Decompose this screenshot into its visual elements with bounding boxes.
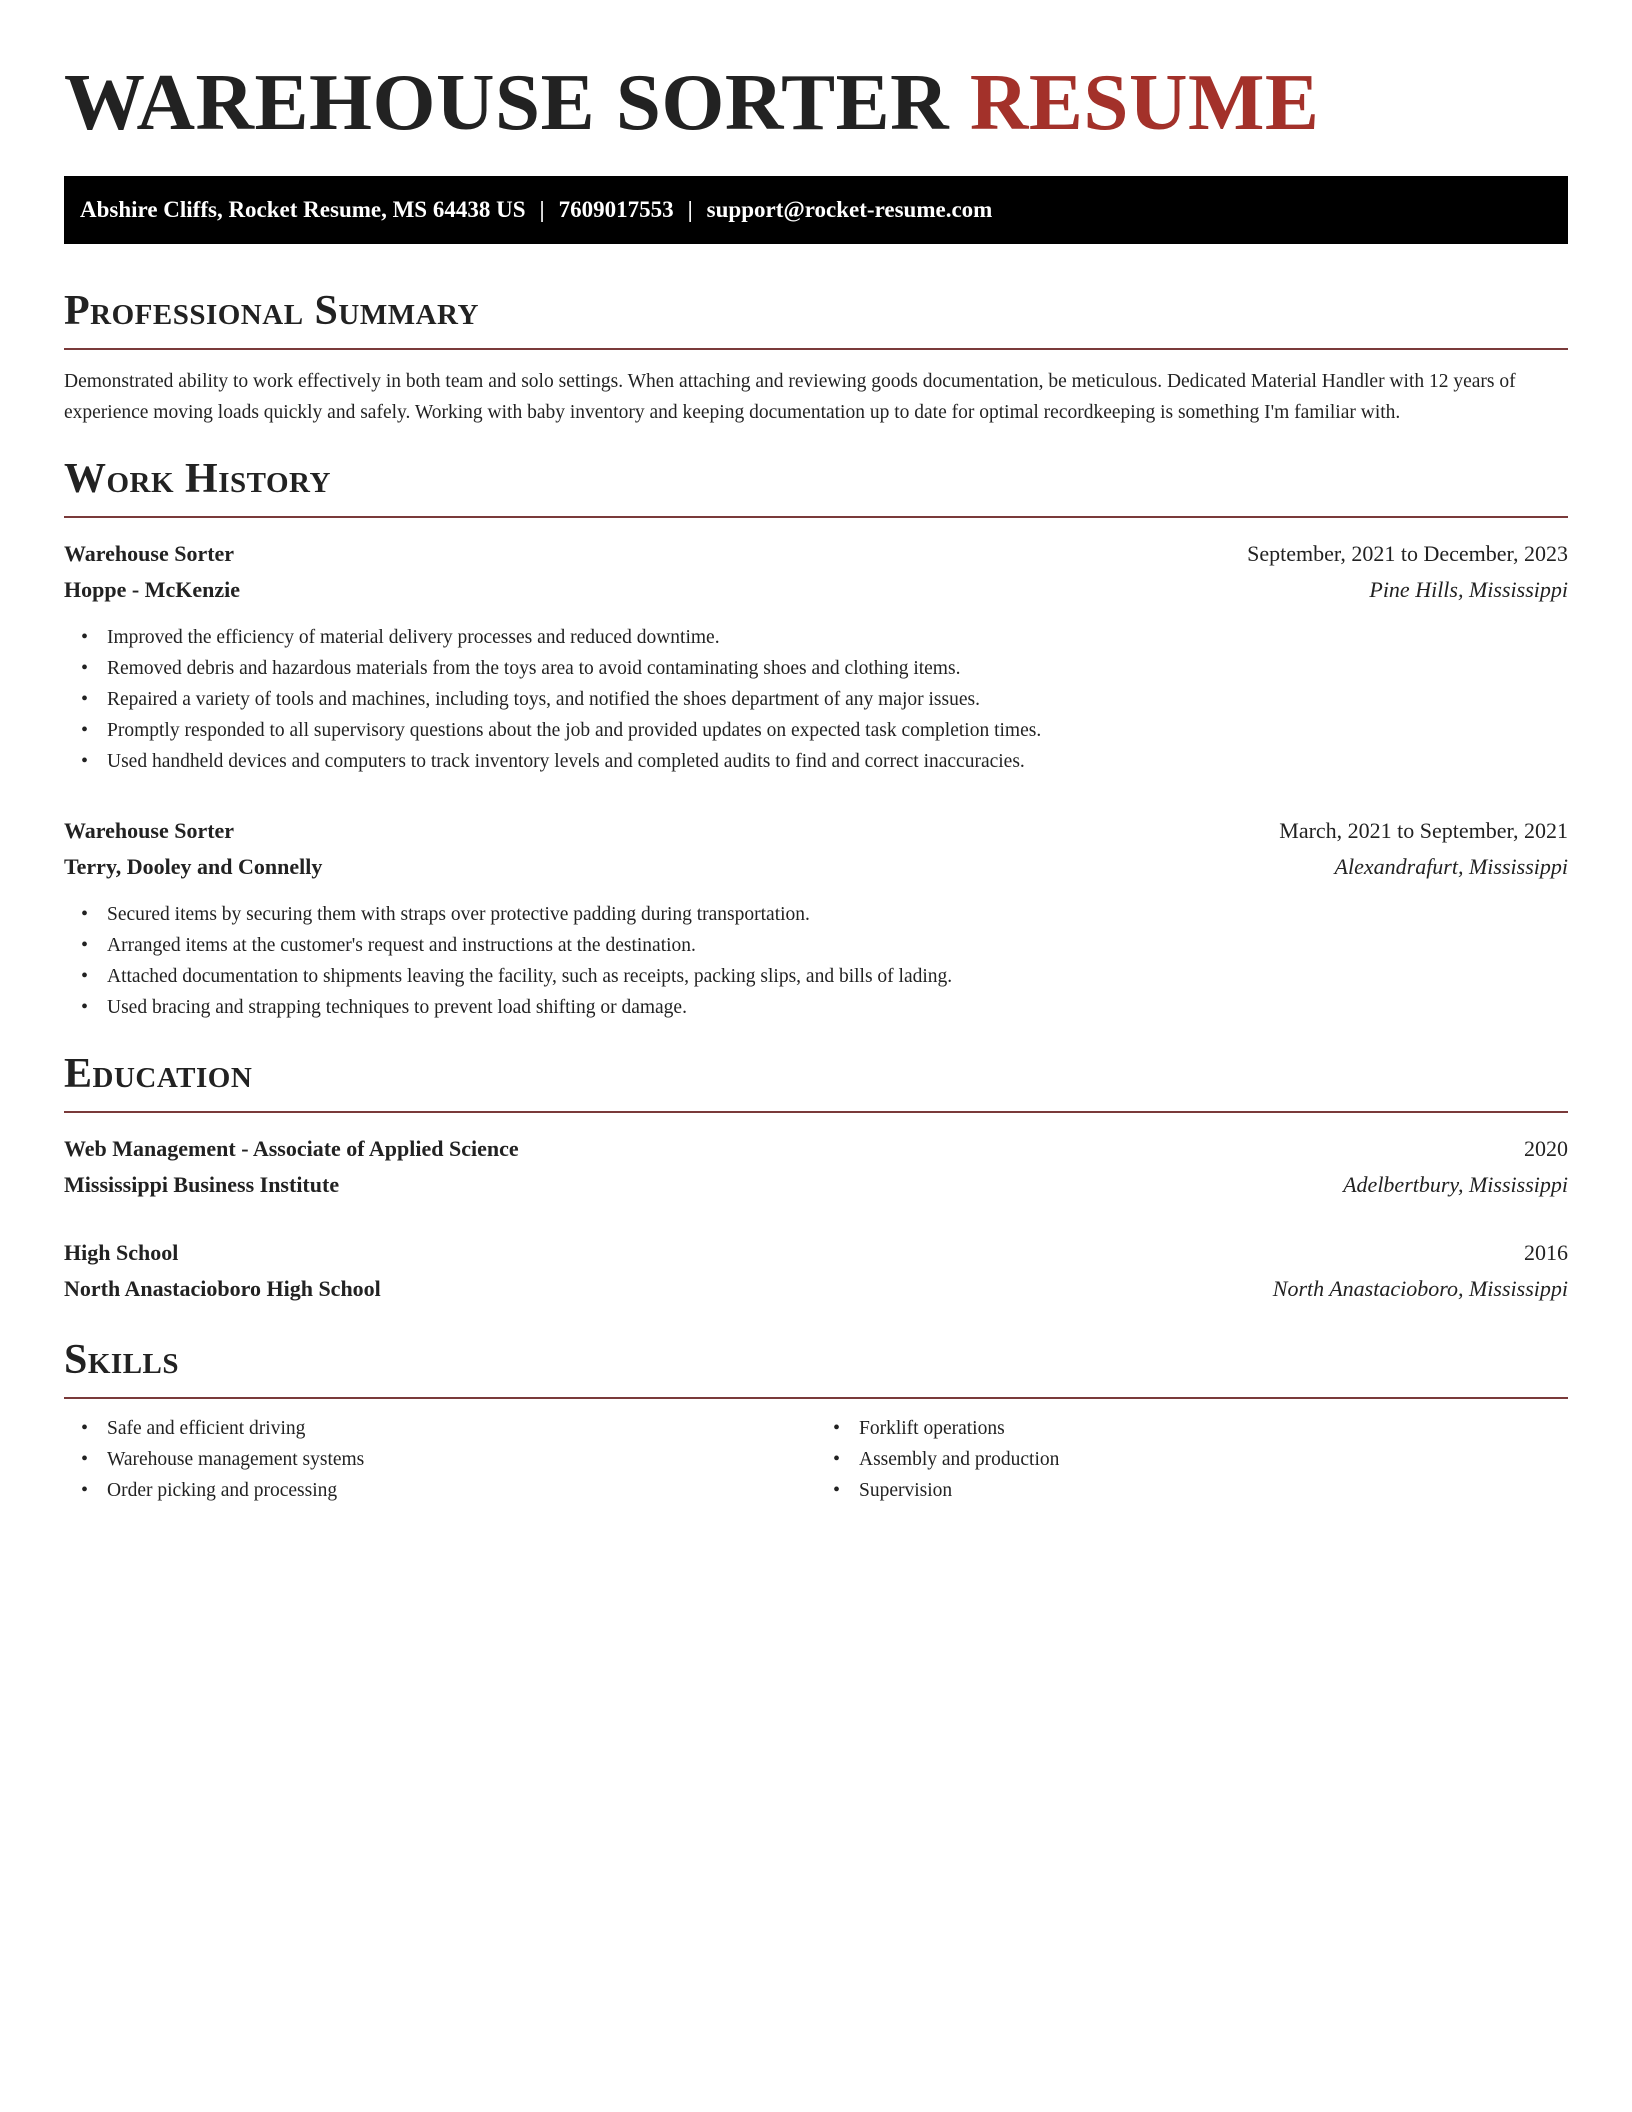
section-divider [64,348,1568,350]
contact-address: Abshire Cliffs, Rocket Resume, MS 64438 US [80,197,526,222]
education-school-row [64,1271,1568,1307]
job-header-row [64,536,1568,572]
job-title: Warehouse Sorter [64,541,235,566]
education-year: 2016 [1524,1240,1568,1265]
education-header-row [64,1235,1568,1271]
section-divider [64,1397,1568,1399]
job-company-row [64,572,1568,608]
education-location: North Anastacioboro, Mississippi [1272,1276,1568,1301]
list-item: • Improved the efficiency of material delivery processes and reduced downtime. [107,622,1568,653]
education-school: Mississippi Business Institute [64,1172,340,1197]
job-header-row [64,813,1568,849]
skills-section [64,1335,1568,1506]
section-divider [64,516,1568,518]
contact-separator: | [539,197,545,222]
job-dates: March, 2021 to September, 2021 [1279,818,1568,843]
skills-list [64,1413,816,1506]
list-item: • Arranged items at the customer's request and instructions at the destination. [107,930,1568,961]
job-company-row [64,849,1568,885]
list-item: • Warehouse management systems [107,1444,816,1475]
contact-phone: 7609017553 [558,197,674,222]
education-entry [64,1131,1568,1203]
contact-separator: | [687,197,693,222]
summary-text: Demonstrated ability to work effectively in both team and solo settings. When attaching and reviewing goods documentation, be meticulous. Dedicated Material Handler with 12 years of experience moving loads quickly and safely. Working with baby inventory and keeping documentation up to date for optimal recordkeeping is something I'm familiar with. [64,371,1516,423]
list-item: • Safe and efficient driving [107,1413,816,1444]
job-location: Pine Hills, Mississippi [1369,577,1568,602]
skills-column-right [816,1413,1568,1506]
education-entry [64,1235,1568,1307]
contact-email: support@rocket-resume.com [706,197,993,222]
title-accent: RESUME [969,57,1320,147]
summary-heading: Professional Summary [64,288,479,334]
job-entry [64,813,1568,1023]
contact-bar [64,176,1568,244]
job-entry [64,536,1568,777]
skills-grid [64,1413,1568,1506]
education-section [64,1049,1568,1307]
work-history-section [64,454,1568,1023]
education-year: 2020 [1524,1136,1568,1161]
skills-list [816,1413,1568,1506]
list-item: • Order picking and processing [107,1475,816,1506]
job-company: Terry, Dooley and Connelly [64,854,323,879]
education-degree: Web Management - Associate of Applied Science [64,1136,519,1161]
list-item: • Repaired a variety of tools and machines, including toys, and notified the shoes department of any major issues. [107,684,1568,715]
job-bullets [64,622,1568,777]
job-dates: September, 2021 to December, 2023 [1247,541,1568,566]
resume-title [64,56,1568,148]
job-title: Warehouse Sorter [64,818,235,843]
list-item: • Forklift operations [859,1413,1568,1444]
work-history-heading: Work History [64,456,331,502]
list-item: • Used handheld devices and computers to track inventory levels and completed audits to find and correct inaccuracies. [107,746,1568,777]
education-degree: High School [64,1240,179,1265]
job-bullets [64,899,1568,1023]
section-divider [64,1111,1568,1113]
list-item: • Assembly and production [859,1444,1568,1475]
education-header-row [64,1131,1568,1167]
education-location: Adelbertbury, Mississippi [1343,1172,1568,1197]
list-item: • Attached documentation to shipments leaving the facility, such as receipts, packing slips, and bills of lading. [107,961,1568,992]
list-item: • Promptly responded to all supervisory questions about the job and provided updates on expected task completion times. [107,715,1568,746]
education-school-row [64,1167,1568,1203]
job-location: Alexandrafurt, Mississippi [1334,854,1568,879]
title-main: WAREHOUSE SORTER [64,57,950,147]
list-item: • Removed debris and hazardous materials from the toys area to avoid contaminating shoes and clothing items. [107,653,1568,684]
education-heading: Education [64,1051,253,1097]
education-school: North Anastacioboro High School [64,1276,381,1301]
summary-section [64,286,1568,428]
list-item: • Secured items by securing them with straps over protective padding during transportation. [107,899,1568,930]
list-item: • Used bracing and strapping techniques to prevent load shifting or damage. [107,992,1568,1023]
job-company: Hoppe - McKenzie [64,577,240,602]
list-item: • Supervision [859,1475,1568,1506]
skills-column-left [64,1413,816,1506]
skills-heading: Skills [64,1337,180,1383]
